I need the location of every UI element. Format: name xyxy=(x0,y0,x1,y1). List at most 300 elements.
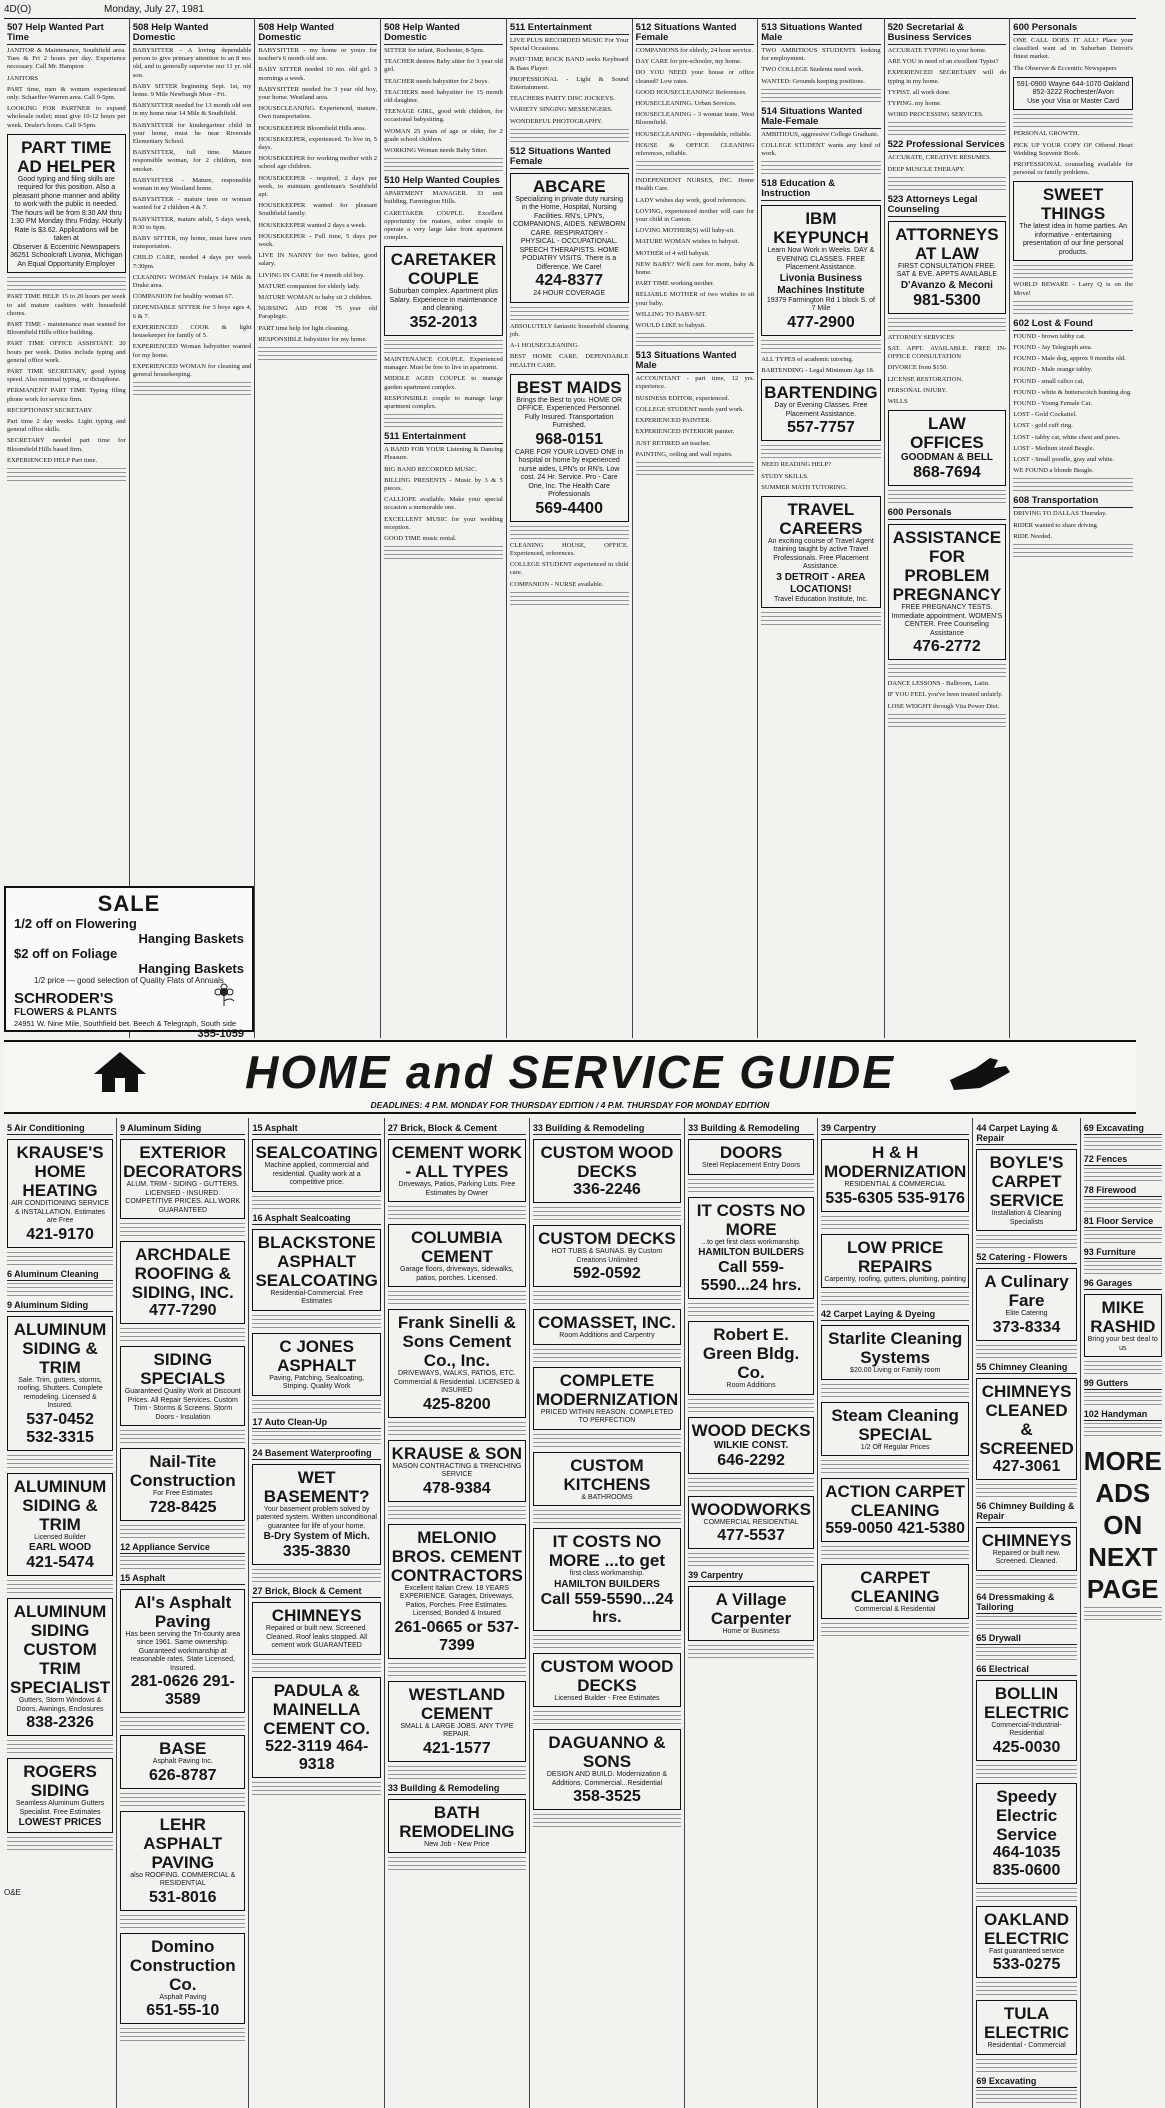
section-heading: 39 Carpentry xyxy=(688,1570,814,1582)
service-display-text: Asphalt Paving xyxy=(159,1993,207,2001)
classified-ad: BARTENDING - Legal Minimum Age 18. xyxy=(761,367,875,375)
service-display-phone: 838-2326 xyxy=(26,1714,94,1731)
classified-ad: WORD PROCESSING SERVICES. xyxy=(887,111,984,119)
fine-print xyxy=(384,158,503,172)
classified-ad: PART TIME OFFICE ASSISTANT. 20 hours per week. Duties include typing and general office work. xyxy=(7,340,126,364)
classified-ad: HOUSEKEEPER, experienced. To live in, 5 days. xyxy=(258,135,378,152)
section-heading: 511 Entertainment xyxy=(510,21,629,35)
service-display-text: For Free Estimates xyxy=(153,1490,213,1497)
classified-ad: SITTER for infant, Rochester, 8-5pm. xyxy=(384,47,485,54)
fine-print xyxy=(7,1580,113,1594)
classified-ad: Part time 2 day weeks. Light typing and general office skills. xyxy=(7,417,126,434)
section-heading: 518 Education & Instruction xyxy=(761,177,880,201)
fine-print xyxy=(761,89,880,103)
fine-print xyxy=(120,1915,245,1929)
fine-print xyxy=(1084,1607,1162,1621)
fine-print xyxy=(120,1430,245,1444)
service-display-ad xyxy=(252,1464,380,1566)
classified-ad: COMPANIONS for elderly, 24 hour service. xyxy=(635,47,753,54)
fine-print xyxy=(533,1510,681,1524)
service-display-text: Elite Catering xyxy=(1005,1310,1048,1317)
service-display-title: LOW PRICE REPAIRS xyxy=(847,1237,944,1276)
service-display-text: Paving, Patching, Sealcoating, Striping. Quality Work xyxy=(269,1374,365,1390)
section-heading: 512 Situations Wanted Female xyxy=(636,21,755,45)
fine-print xyxy=(761,445,880,459)
service-display-ad xyxy=(252,1139,380,1192)
classified-ad: BABY SITTER, my home, must have own transportation. xyxy=(132,235,252,251)
service-display-title: ROGERS SIDING xyxy=(23,1762,97,1800)
service-display-phone: 533-0275 xyxy=(992,1956,1061,1973)
fine-print xyxy=(976,2059,1076,2073)
classified-ad: ABSOLUTELY fantastic housefold cleaning job. xyxy=(509,322,629,339)
section-heading: 99 Gutters xyxy=(1084,1378,1162,1390)
classified-ad: DAY CARE for pre-schooler, my home. xyxy=(635,58,742,66)
service-display-ad xyxy=(688,1139,814,1175)
section-heading: 27 Brick, Block & Cement xyxy=(252,1586,380,1598)
service-display-title: ALUMINUM SIDING & TRIM xyxy=(13,1319,107,1377)
fine-print xyxy=(384,340,503,354)
classified-ad: BEST HOME CARE. DEPENDABLE HEALTH CARE. xyxy=(509,353,629,369)
classified-ad: RESPONSIBLE couple to manage large apartment complex. xyxy=(384,394,503,410)
service-display-phone: 424-8377 xyxy=(535,272,603,290)
classified-ad: TYPIST. all work done. xyxy=(887,88,951,96)
service-display-sub: Travel Education Institute, Inc. xyxy=(773,595,868,603)
section-heading: 33 Building & Remodeling xyxy=(388,1783,526,1795)
service-display-title: A Village Carpenter xyxy=(710,1590,792,1628)
service-display-text: Has been serving the Tri-county area since 1961. Same ownership. Guaranteed workmanship at reasonable rates. State Licensed, Insured. xyxy=(125,1630,241,1672)
service-display-text: Day or Evening Classes. Free Placement Assistance. xyxy=(774,402,868,418)
service-display-ad xyxy=(7,1139,113,1248)
service-display-title: BEST MAIDS xyxy=(516,377,622,397)
service-display-phone: 537-0452 532-3315 xyxy=(26,1410,94,1446)
service-display-name: GOODMAN & BELL xyxy=(900,452,994,464)
fine-print xyxy=(7,1740,113,1754)
service-display-phone: 373-8334 xyxy=(992,1318,1061,1336)
service-display-name: WILKIE CONST. xyxy=(713,1439,789,1451)
classified-ad: TEACHERS PARTY DISC JOCKEYS. xyxy=(509,95,615,103)
section-heading: 42 Carpet Laying & Dyeing xyxy=(821,1309,969,1321)
classified-ad: BABYSITTER, mature adult, 5 days week, 8:30 to 6pm. xyxy=(132,215,252,231)
fine-print xyxy=(688,1553,814,1567)
service-column xyxy=(530,1118,685,2108)
service-display-text: Excellent Italian Crew. 18 YEARS EXPERIENCE. Garages, Driveways, Patios, Porches. Free Estimates. Licensed, Bonded & Insured xyxy=(399,1584,514,1617)
service-display-text: Commercial & Residential xyxy=(854,1606,936,1613)
service-display-title: TRAVEL CAREERS xyxy=(779,499,863,538)
service-display-phone: 421-1577 xyxy=(423,1739,491,1757)
fine-print xyxy=(510,307,629,321)
fine-print xyxy=(976,1982,1076,1996)
service-display-phone-2: 569-4400 xyxy=(535,499,603,517)
service-display-title: CHIMNEYS CLEANED & SCREENED xyxy=(979,1381,1074,1458)
fine-print xyxy=(533,1814,681,1828)
service-display-text: Asphalt Paving Inc. xyxy=(152,1758,213,1765)
classified-ad: AMBITIOUS, aggressive College Graduate. xyxy=(761,130,879,138)
service-display-title: CUSTOM WOOD DECKS xyxy=(540,1143,674,1181)
section-heading: 81 Floor Service xyxy=(1084,1216,1162,1228)
classified-ad: BILLING PRESENTS - Music by 3 & 5 pieces. xyxy=(384,476,503,492)
service-display-text: Repaired or built new. Screened. Cleaned. xyxy=(992,1549,1061,1565)
classified-column xyxy=(633,19,759,1038)
service-display-title: LAW OFFICES xyxy=(910,414,984,453)
store-phone: 355-1059 xyxy=(197,1028,244,1040)
service-display-title: DAGUANNO & SONS xyxy=(548,1733,666,1771)
classified-ad: TWO COLLEGE Students need work. xyxy=(761,66,864,74)
section-heading: 96 Garages xyxy=(1084,1278,1162,1290)
service-display-text: $20.00 Living or Family room xyxy=(850,1367,941,1374)
classified-ad: WORKING Woman needs Baby Sitter. xyxy=(384,147,488,155)
section-heading: 5 Air Conditioning xyxy=(7,1123,113,1135)
service-display-title: LEHR ASPHALT PAVING xyxy=(143,1814,223,1872)
service-display-text: Residential - Commercial xyxy=(987,2042,1066,2049)
service-display-phone: 358-3525 xyxy=(573,1788,641,1805)
classified-ad: LADY wishes day work, good references. xyxy=(635,196,747,204)
service-display-ad xyxy=(761,496,880,609)
service-display-title: Frank Sinelli & Sons Cement Co., Inc. xyxy=(397,1313,516,1370)
section-heading: 69 Excavating xyxy=(1084,1123,1162,1135)
fine-print xyxy=(510,592,629,606)
fine-print xyxy=(533,1635,681,1649)
fine-print xyxy=(1013,544,1133,558)
sale-line-2b: Hanging Baskets xyxy=(138,961,244,976)
classified-ad: ACCURATE, CREATIVE RESUMES. xyxy=(887,154,992,162)
fine-print xyxy=(388,1206,526,1220)
fine-print xyxy=(120,1328,245,1342)
classified-ad: EXPERIENCED PAINTER. xyxy=(635,417,712,425)
hand-tool-icon xyxy=(946,1050,1016,1094)
classified-ad: SECRETARY needed part time for Bloomfield Hills based firm. xyxy=(7,437,126,453)
service-display-text: Specializing in private duty nursing in the Home, Hospital, Nursing Facilities. RN's, LPN's, COMPANIONS, AIDES. NEWBORN CARE. RESPIRATORY - PHYSICAL - OCCUPATIONAL. SPEECH THERAPISTS. HOME PODIATRY VISITS. There is a Difference. We Care! xyxy=(513,195,626,271)
banner-deadline: DEADLINES: 4 P.M. MONDAY FOR THURSDAY EDITION / 4 P.M. THURSDAY FOR MONDAY EDITION xyxy=(370,1100,770,1110)
store-subtitle: FLOWERS & PLANTS xyxy=(14,1007,117,1018)
classified-ad: PERSONAL GROWTH. xyxy=(1013,130,1080,138)
classified-ad: HOUSEKEEPER - required, 2 days per week, to maintain gentleman's Southfield apt. xyxy=(258,174,378,199)
fine-print xyxy=(888,122,1007,136)
fine-print xyxy=(976,1484,1076,1498)
service-display-title: BLACKSTONE ASPHALT SEALCOATING xyxy=(255,1232,378,1290)
service-display-phone: 336-2246 xyxy=(573,1181,641,1198)
service-display-ad xyxy=(761,379,880,441)
classified-ad: WILLING TO BABY-SIT. xyxy=(635,310,707,318)
service-display-phone: 592-0592 xyxy=(573,1265,641,1282)
classified-ad: ACCOUNTANT - part time, 12 yrs. experience. xyxy=(635,375,755,391)
service-display-ad xyxy=(7,1598,113,1736)
service-display-ad xyxy=(976,1680,1076,1761)
service-display-phone: 531-8016 xyxy=(148,1888,217,1906)
classified-ad: BABYSITTER - mature teen or woman wanted for 2 children 4 & 7. xyxy=(132,196,252,212)
service-display-ad xyxy=(7,1758,113,1833)
fine-print xyxy=(120,1717,245,1731)
section-heading: 608 Transportation xyxy=(1013,494,1133,508)
service-display-ad xyxy=(7,1316,113,1451)
service-display-text: FREE PREGNANCY TESTS. Immediate appointment. WOMEN'S CENTER. Free Counseling Assistance xyxy=(891,604,1003,637)
fine-print xyxy=(1084,1230,1162,1244)
classified-ad: A-1 HOUSECLEANING. xyxy=(509,342,580,350)
classified-ad: COLLEGE STUDENT needs yard work. xyxy=(635,405,745,413)
service-display-phone: 968-0151 xyxy=(535,430,603,448)
banner-title: HOME and SERVICE GUIDE xyxy=(245,1046,895,1098)
fine-print xyxy=(252,1659,380,1673)
service-display-phone: 352-2013 xyxy=(409,313,478,331)
service-display-ad xyxy=(533,1653,681,1708)
service-display-title: EXTERIOR DECORATORS xyxy=(123,1143,243,1181)
fine-print xyxy=(533,1207,681,1221)
section-heading: 6 Aluminum Cleaning xyxy=(7,1269,113,1281)
service-display-title: CHIMNEYS xyxy=(981,1530,1072,1550)
classified-ad: WOULD LIKE to babysit. xyxy=(635,322,706,330)
classified-ad: ALL TYPES of academic tutoring. xyxy=(761,355,854,363)
classified-ad: WE FOUND a blonde Beagle. xyxy=(1013,467,1094,475)
classified-ad: TWO AMBITIOUS STUDENTS looking for employment. xyxy=(761,47,881,63)
service-display-phone: 261-0665 or 537-7399 xyxy=(394,1618,520,1654)
section-heading: 510 Help Wanted Couples xyxy=(384,174,503,188)
classified-ad: SAT. APPT. AVAILABLE. FREE IN-OFFICE CONSULTATION xyxy=(887,345,1007,361)
fine-print xyxy=(388,1663,526,1677)
service-display-name: EARL WOOD xyxy=(29,1542,92,1553)
service-display-phone: 535-6305 535-9176 xyxy=(825,1189,966,1207)
classified-ad: PART TIME - maintenance man wanted for Bloomfield Hills office building. xyxy=(7,320,126,337)
classified-ad: EXPERIENCED Woman babysitter wanted for my home. xyxy=(132,343,252,359)
fine-print xyxy=(258,347,377,361)
section-heading: 522 Professional Services xyxy=(887,139,1005,151)
service-display-text: Learn Now Work in Weeks. DAY & EVENING CLASSES. FREE Placement Assistance. xyxy=(767,247,875,272)
section-heading: 78 Firewood xyxy=(1084,1185,1162,1197)
fine-print xyxy=(252,1400,380,1414)
service-display-title: BARTENDING xyxy=(764,383,878,403)
service-display-title: H & H MODERNIZATION xyxy=(824,1143,967,1181)
section-heading: 508 Help Wanted Domestic xyxy=(133,21,252,45)
service-display-phone: 728-8425 xyxy=(148,1498,217,1516)
service-display-text: Machine applied, commercial and residential. Quality work at a competitive price. xyxy=(264,1162,369,1186)
service-display-ad xyxy=(821,1139,969,1212)
service-display-ad xyxy=(510,374,629,522)
classified-ad: PART time, men & women experienced only. Schaeffer-Warren area. Call 9-5pm. xyxy=(7,85,126,102)
service-display-ad xyxy=(388,1224,526,1287)
classified-ad: CALLIOPE available. Make your special occasion a memorable one. xyxy=(384,496,503,512)
classified-ad: BABYSITTER - Mature, responsible woman in my Westland home. xyxy=(132,176,252,193)
classified-ad: DEPENDABLE SITTER for 3 boys ages 4, 6 & 7. xyxy=(132,304,252,320)
classified-ad: GOOD HOUSECLEANING! References. xyxy=(635,88,747,96)
service-display-title: ABCARE xyxy=(532,176,606,196)
section-heading: 33 Building & Remodeling xyxy=(533,1123,681,1135)
service-display-text: Carpentry, roofing, gutters, plumbing, painting xyxy=(824,1275,966,1283)
classified-ad: MATURE WOMAN wishes to babysit. xyxy=(635,238,740,246)
classified-ad: COMPANION for healthy woman 67. xyxy=(132,293,234,301)
classified-ad: HOUSE & OFFICE CLEANING references, reliable. xyxy=(635,141,755,158)
classified-ad: RESPONSIBLE babysitter for my home. xyxy=(258,335,368,343)
section-heading: 16 Asphalt Sealcoating xyxy=(252,1213,380,1225)
classified-ad: COMPANION - NURSE available. xyxy=(509,580,604,588)
service-column xyxy=(1081,1118,1165,2108)
service-display-title: WET BASEMENT? xyxy=(263,1467,370,1506)
fine-print xyxy=(1084,1361,1162,1375)
service-display-title: Al's Asphalt Paving xyxy=(134,1592,232,1631)
service-display-ad xyxy=(888,221,1007,314)
service-display-title: SIDING SPECIALS xyxy=(140,1350,226,1388)
service-display-ad xyxy=(252,1677,380,1778)
section-heading: 102 Handyman xyxy=(1084,1409,1162,1421)
service-display-title: CARETAKER COUPLE xyxy=(390,250,497,289)
fine-print xyxy=(388,1766,526,1780)
service-display-phone: 425-8200 xyxy=(423,1395,491,1413)
section-heading: 69 Excavating xyxy=(976,2076,1076,2088)
section-heading: 523 Attorneys Legal Counseling xyxy=(888,193,1007,217)
classified-ad: BABYSITTER needed for 13 month old son in my home near 14 Mile & Southfield. xyxy=(132,102,252,118)
classified-ad: JANITORS xyxy=(7,74,39,82)
section-heading: 513 Situations Wanted Male xyxy=(636,349,755,373)
service-display-title: A Culinary Fare xyxy=(984,1272,1069,1310)
section-heading: 508 Help Wanted Domestic xyxy=(384,21,503,45)
classified-ad: WOMAN 25 years of age or older, for 2 grade school children. xyxy=(384,127,503,143)
service-display-phone: 425-0030 xyxy=(992,1738,1061,1756)
service-display-text: SMALL & LARGE JOBS. ANY TYPE REPAIR. xyxy=(400,1722,514,1738)
service-display-title: MELONIO BROS. CEMENT CONTRACTORS xyxy=(390,1527,523,1585)
classified-ad: DIVORCE from $150. xyxy=(887,364,948,372)
fine-print xyxy=(888,318,1007,332)
service-display-title: Robert E. Green Bldg. Co. xyxy=(702,1325,800,1382)
classified-ad: PART-TIME ROCK BAND seeks Keyboard & Bass Player. xyxy=(509,56,629,72)
section-heading: 511 Entertainment xyxy=(384,430,503,444)
classified-ad: STUDY SKILLS. xyxy=(761,472,809,480)
sale-line-2: $2 off on Foliage xyxy=(14,946,118,961)
store-name: SCHRODER'S xyxy=(14,990,114,1007)
fine-print xyxy=(7,1252,113,1266)
service-display-ad xyxy=(688,1586,814,1641)
classified-ad: EXPERIENCED SECRETARY will do typing in my home. xyxy=(887,69,1007,85)
sale-line-3: 1/2 price — good selection of Quality Flats of Annuals xyxy=(34,976,224,985)
service-display-text: HOT TUBS & SAUNAS. By Custom Creations Unlimited xyxy=(551,1248,663,1264)
classified-column xyxy=(507,19,633,1038)
fine-print xyxy=(976,1575,1076,1589)
service-display-ad xyxy=(533,1309,681,1345)
classified-ad: COLLEGE STUDENT experienced in child care. xyxy=(509,561,629,577)
service-display-title: TULA ELECTRIC xyxy=(984,2004,1070,2042)
service-display-phone: 477-2900 xyxy=(787,313,855,331)
fine-print xyxy=(688,1645,814,1659)
service-display-title: IBM KEYPUNCH xyxy=(773,209,869,248)
service-display-text: Home or Business xyxy=(722,1628,780,1635)
classified-ad: LOST - Small poodle, gray and white. xyxy=(1013,455,1115,463)
fine-print xyxy=(688,1179,814,1193)
classified-ad: WONDERFUL PHOTOGRAPHY. xyxy=(509,117,603,125)
service-display-text: Gutters, Storm Windows & Doors. Awnings, Enclosures xyxy=(16,1697,104,1713)
service-display-text: Good typing and filing skills are required for this position. Also a pleasant phone manner and ability to work with the public is needed. The hours will be from 8:30 AM thru 1:30 PM Monday thru Friday. Hourly Rate is $3.62. Applications will be taken at xyxy=(10,175,123,243)
service-display-ad xyxy=(821,1478,969,1542)
service-display-text: 1/2 Off Regular Prices xyxy=(860,1443,930,1451)
section-heading: 602 Lost & Found xyxy=(1013,317,1133,331)
fine-print xyxy=(1084,1392,1162,1406)
service-display-text: Room Additions and Carpentry xyxy=(559,1332,655,1339)
classified-ad: BIG BAND RECORDED MUSIC. xyxy=(384,465,478,473)
classified-ad: NEED READING HELP? xyxy=(761,461,832,469)
classified-column xyxy=(885,19,1011,1038)
service-display-text: An exciting course of Travel Agent training taught by active Travel Professionals. Free Placement Assistance. xyxy=(767,537,874,571)
classified-ad: TEACHER desires Baby sitter for 3 year old girl. xyxy=(384,58,503,74)
service-display-eoe: An Equal Opportunity Employer xyxy=(17,260,116,268)
service-display-text: Guaranteed Quality Work at Discount Prices. All Repair Services. Custom Trim - Storms & Screens. Storm Doors - Insulation xyxy=(124,1388,241,1421)
service-column xyxy=(249,1118,384,2108)
fine-print xyxy=(384,414,503,428)
fine-print xyxy=(688,1399,814,1413)
service-display-ad xyxy=(120,1139,245,1219)
service-column xyxy=(117,1118,249,2108)
classified-ad: PERSONAL INJURY. xyxy=(887,386,947,394)
schroders-sale-ad xyxy=(4,886,254,1040)
service-display-ad xyxy=(252,1229,380,1311)
classified-ad: HOUSECLEANING. Experienced, mature. Own transportation. xyxy=(258,105,378,121)
section-heading: 93 Furniture xyxy=(1084,1247,1162,1259)
service-display-title: BASE xyxy=(159,1739,207,1758)
fine-print xyxy=(388,1422,526,1436)
section-heading: 512 Situations Wanted Female xyxy=(510,145,629,169)
page-number: 4D(O) xyxy=(4,4,32,15)
classified-column xyxy=(1010,19,1136,1038)
classified-ad: BABYSITTER needed for 3 year old boy, your home. Westland area. xyxy=(258,85,378,102)
section-heading: 52 Catering - Flowers xyxy=(976,1252,1076,1264)
classified-ad: MIDDLE AGED COUPLE to manage garden apartment complex. xyxy=(384,375,503,391)
service-display-text: Room Additions xyxy=(726,1382,776,1389)
fine-print xyxy=(1084,1168,1162,1182)
service-display-phone: 559-0050 421-5380 xyxy=(825,1520,966,1537)
service-display-ad xyxy=(252,1602,380,1655)
service-display-ad xyxy=(688,1321,814,1395)
fine-print xyxy=(252,1315,380,1329)
classified-ad: RIDER wanted to share driving. xyxy=(1013,521,1099,529)
service-display-title: CUSTOM WOOD DECKS xyxy=(540,1656,674,1695)
service-display-title: PADULA & MAINELLA CEMENT CO. xyxy=(263,1680,371,1738)
fine-print xyxy=(821,1546,969,1560)
section-heading: 513 Situations Wanted Male xyxy=(761,21,880,45)
service-display-ad xyxy=(384,246,503,336)
service-display-text: ALUM. TRIM - SIDING - GUTTERS. LICENSED - INSURED. COMPETITIVE PRICES. ALL WORK GUARANTEED xyxy=(125,1181,241,1214)
service-display-ad xyxy=(120,1448,245,1521)
classified-ad: HOUSECLEANING - dependable, reliable. xyxy=(635,130,752,138)
classified-ad: HOUSECLEANING - 3 woman team. West Bloomfield. xyxy=(635,111,755,127)
classified-ad: DEEP MUSCLE THERAPY. xyxy=(887,165,965,173)
service-display-ad xyxy=(533,1139,681,1203)
classified-ad: FOUND - brown tabby cat. xyxy=(1013,332,1086,340)
service-display-ad xyxy=(533,1367,681,1430)
classified-ad: HOUSECLEANING. Urban Services. xyxy=(635,100,737,108)
classified-ad: The Observer & Eccentric Newspapers xyxy=(1013,64,1117,72)
classified-ad: SUMMER MATH TUTORING. xyxy=(761,483,847,491)
service-display-ad xyxy=(533,1452,681,1507)
service-display-ad xyxy=(976,1783,1076,1884)
service-display-title: Domino Construction Co. xyxy=(129,1936,236,1994)
classified-ad: HOUSEKEEPER for working mother with 2 school age children. xyxy=(258,155,378,171)
service-display-title: PART TIME AD HELPER xyxy=(17,137,116,176)
page-date: Monday, July 27, 1981 xyxy=(104,4,204,15)
service-display-text: Steel Replacement Entry Doors xyxy=(702,1162,801,1169)
service-display-title: ARCHDALE ROOFING & SIDING, INC. xyxy=(131,1245,234,1302)
service-display-title: DOORS xyxy=(719,1143,783,1162)
service-display-text: DESIGN AND BUILD. Modernization & Additions. Commercial...Residential xyxy=(546,1771,668,1787)
home-service-guide-banner xyxy=(4,1040,1136,1114)
classified-ad: FOUND - small calico cat. xyxy=(1013,377,1085,385)
service-display-phone: 421-9170 xyxy=(26,1225,94,1243)
service-display-ad xyxy=(7,1473,113,1577)
classified-ad: JANITOR & Maintenance, Southfield area. Tues & Fri 2 hours per day. Experience necessary. Call Mr. Hampton xyxy=(7,47,126,71)
service-column xyxy=(385,1118,530,2108)
service-display-text: Seamless Aluminum Gutters Specialist. Free Estimates xyxy=(15,1800,105,1816)
classified-ad: HOUSEKEEPER wanted for pleasant Southfield family. xyxy=(258,202,378,218)
service-display-ad xyxy=(821,1402,969,1457)
service-display-address: Observer & Eccentric Newspapers 36251 Schoolcraft Livonia, Michigan xyxy=(10,243,123,260)
service-display-title: CUSTOM KITCHENS xyxy=(563,1455,651,1494)
classified-ad: WANTED: Grounds keeping positions. xyxy=(761,77,865,85)
classified-ad: DANCE LESSONS - Ballroom, Latin. xyxy=(887,680,990,688)
service-display-ad xyxy=(388,1799,526,1854)
fine-print xyxy=(510,526,629,540)
